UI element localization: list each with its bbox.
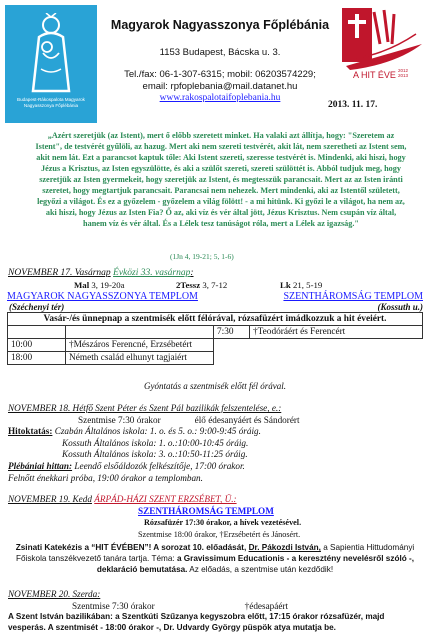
table-row: 10:00 †Mészáros Ferencné, Erzsébetért: [8, 339, 423, 352]
year-of-faith-years: 2012 2013: [398, 68, 409, 78]
tuesday-church[interactable]: SZENTHÁROMSÁG TEMPLOM: [138, 505, 274, 516]
madonna-icon: [21, 13, 81, 95]
parish-website-link[interactable]: www.rakospalotaifoplebania.hu: [159, 93, 281, 103]
table-row: 7:30 †Teodóráért és Ferencért: [8, 326, 423, 339]
parish-phone: Tel./fax: 06-1-307-6315; mobil: 06203574229;: [124, 69, 316, 80]
church-right-location: (Kossuth u.): [377, 302, 423, 312]
monday-catechesis-3: Kossuth Általános iskola: 3. o.:10:50-11:25 óráig.: [62, 449, 248, 460]
bulletin-header: [0, 0, 430, 125]
reading-3: Lk 21, 5-19: [280, 280, 323, 290]
tuesday-mass: Szentmise 18:00 órakor, †Erzsébetért és Jánosért.: [138, 529, 301, 539]
monday-mass: Szentmise 7:30 órakor élő édesanyáért és Sándorért: [78, 414, 300, 425]
parish-title: Magyarok Nagyasszonya Főplébánia: [110, 18, 330, 32]
parish-logo-text: Budapest-Rákospalota Magyarok Nagyasszonya Főplébánia: [17, 97, 85, 108]
parish-address: 1153 Budapest, Bácska u. 3.: [159, 47, 281, 58]
catechesis-notice: Zsinati Katekézis a “HIT ÉVÉBEN”! A sorozat 10. előadását, Dr. Pákozdi István, a Sapientia Hittudományi Főiskola tanszékvezető tanára tartja. Téma: a Gravissimum Educationis - a keresztény nevelésről szóló -, deklaráció bemutatása. Az előadás, a szentmise után kezdődik!: [15, 543, 415, 575]
church-names: [7, 291, 423, 312]
wednesday-mass: Szentmise 7:30 órakor †édesapáért: [72, 600, 289, 611]
sunday-day: NOVEMBER 17. Vasárnap: [8, 268, 111, 278]
church-left-name[interactable]: MAGYAROK NAGYASSZONYA TEMPLOM: [7, 291, 198, 302]
reading-2: 2Tessz 3, 7-12: [176, 280, 228, 290]
mass-table-header: Vasár-/és ünnepnap a szentmisék előtt félórával, rózsafüzért imádkozzuk a hit éveiért.: [8, 313, 423, 326]
tuesday-rosary: Rózsafüzér 17:30 órakor, a hívek vezetésével.: [144, 518, 302, 528]
parish-logo: [5, 5, 97, 123]
tuesday-heading: NOVEMBER 19. Kedd ÁRPÁD-HÁZI SZENT ERZSÉBET, Ü.:: [8, 494, 237, 504]
tuesday-section: [8, 494, 428, 575]
church-right-name[interactable]: SZENTHÁROMSÁG TEMPLOM: [283, 291, 423, 302]
wednesday-section: [8, 589, 428, 633]
monday-catechesis: Hitoktatás: Czabán Általános iskola: 1. o. és 5. o.: 9:00-9:45 óráig.: [8, 426, 261, 437]
choir-rehearsal: Felnőtt énekkari próba, 19:00 órakor a templomban.: [8, 472, 203, 483]
basilica-notice: A Szent István bazilikában: a Szentkúti Szűzanya kegyszobra előtt, 17:15 órakor rózsafüzér, majd vesperás. A szentmisét - 18:00 órakor -, Dr. Udvardy György püspök atya mutatja be.: [8, 612, 385, 632]
sunday-feast: Évközi 33. vasárnap: [113, 268, 191, 278]
sunday-heading: NOVEMBER 17. Vasárnap Évközi 33. vasárnap:: [8, 268, 194, 278]
wednesday-heading: NOVEMBER 20. Szerda:: [8, 589, 101, 599]
scripture-quote: „Azért szeretjük (az Istent), mert ő előbb szeretett minket. Ha valaki azt állítja, hogy: "Szeretem az Istent", de testvérét gyűlöli, az hazug. Mert aki nem szereti testvérét, akit lát, nem szeretheti az Istent sem, akit nem lát. Ezt a parancsot kaptuk tőle: Aki Istent szereti, szeresse testvérét is. Mindenki, aki hiszi, hogy Jézus a Krisztus, az Isten egyszülötte, és aki a szülőt szereti, szereti szülöttét is. Abból tudjuk meg, hogy szeretjük az Isten gyermekeit, hogy szeretjük az Istent, és megtesszük parancsait. Mert az az Isten iránti szeretet, hogy megtartjuk parancsait. Parancsai nem nehezek. Mert mindenki, aki az Istentől született, legyőzi a világot. És ez a győzelem - győzelem a világ fölött! - a mi hitünk. Ki győzi le a világot, ha nem az, aki hiszi, hogy Jézus az Isten Fia? Ő az, aki víz és vér által jött, Jézus Krisztus. Nem csupán víz által, hanem víz és vér által. És a Lélek tesz tanúságot róla, mert a Lélek az igazság.": [35, 131, 407, 229]
church-left-location: (Széchenyi tér): [9, 302, 65, 312]
year-of-faith-label: A HIT ÉVE: [353, 70, 396, 80]
monday-section: [8, 403, 428, 484]
bulletin-date: 2013. 11. 17.: [328, 100, 378, 110]
mass-schedule-table: [7, 312, 423, 365]
scripture-reference: (1Jn 4, 19-21; 5, 1-6): [170, 252, 234, 261]
parish-email: email: rpfoplebania@mail.datanet.hu: [142, 81, 298, 92]
monday-heading: NOVEMBER 18. Hétfő Szent Péter és Szent Pál bazilikák felszentelése, e.:: [8, 403, 282, 413]
header-info: [100, 18, 340, 103]
monday-catechesis-2: Kossuth Általános iskola: 1. o.:10:00-10:45 óráig.: [62, 437, 249, 448]
parish-catechesis: Plébániai hittan: Leendő elsőáldozók felkészítője, 17:00 órakor.: [8, 460, 245, 471]
table-row: 18:00 Németh család elhunyt tagjaiért: [8, 352, 423, 365]
confession-note: Gyóntatás a szentmisék előtt fél órával.: [144, 381, 286, 391]
reading-1: Mal 3, 19-20a: [74, 280, 125, 290]
